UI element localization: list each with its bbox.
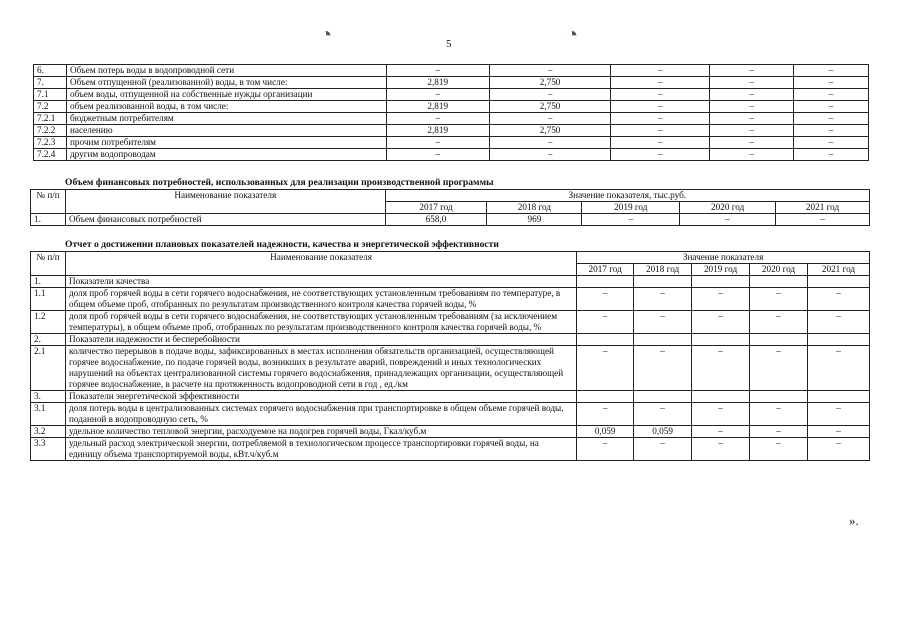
- row-value: –: [692, 426, 750, 438]
- empty-cell: [807, 334, 869, 346]
- row-number: 7.2.3: [34, 137, 67, 149]
- year-header: 2019 год: [582, 202, 680, 214]
- section-row: [31, 276, 870, 288]
- row-label: удельный расход электрической энергии, потребляемой в технологическом процессе транспортировки горячей воды, на единицу объема транспортируемой воды, кВт.ч/куб.м: [65, 438, 576, 461]
- empty-cell: [692, 334, 750, 346]
- empty-cell: [807, 276, 869, 288]
- row-value: –: [710, 65, 794, 77]
- row-number: 1.2: [31, 311, 66, 334]
- row-value: –: [680, 214, 776, 226]
- table-row: [34, 77, 869, 89]
- empty-cell: [750, 276, 808, 288]
- row-label: Объем потерь воды в водопроводной сети: [66, 65, 386, 77]
- section-row: [31, 334, 870, 346]
- row-value: –: [794, 89, 869, 101]
- year-header: 2017 год: [577, 264, 634, 276]
- table-row: [34, 65, 869, 77]
- row-value: 969: [487, 214, 582, 226]
- row-number: 1.: [31, 214, 66, 226]
- row-value: –: [611, 77, 710, 89]
- empty-cell: [807, 391, 869, 403]
- row-label: Объем финансовых потребностей: [65, 214, 385, 226]
- row-number: 7.2.1: [34, 113, 67, 125]
- row-value: –: [710, 113, 794, 125]
- empty-cell: [577, 276, 634, 288]
- reliability-table: [30, 251, 870, 461]
- table-row: [31, 346, 870, 391]
- row-number: 6.: [34, 65, 67, 77]
- row-value: –: [611, 89, 710, 101]
- row-value: 0,059: [577, 426, 634, 438]
- row-value: –: [807, 311, 869, 334]
- section-row: [31, 391, 870, 403]
- punch-hole-icon: ◔: [566, 24, 579, 46]
- table-row: [31, 288, 870, 311]
- row-value: 2,819: [386, 101, 489, 113]
- row-value: –: [710, 125, 794, 137]
- row-value: –: [386, 65, 489, 77]
- row-value: –: [750, 311, 808, 334]
- row-value: –: [807, 346, 869, 391]
- row-value: –: [577, 311, 634, 334]
- table-row: [34, 125, 869, 137]
- closing-quote-mark: ».: [849, 513, 859, 528]
- year-header: 2021 год: [807, 264, 869, 276]
- row-value: –: [750, 346, 808, 391]
- column-header-name: Наименование показателя: [65, 252, 576, 276]
- empty-cell: [750, 391, 808, 403]
- column-header-value: Значение показателя, тыс.руб.: [385, 190, 869, 202]
- row-number: 3.3: [31, 438, 66, 461]
- row-value: –: [611, 125, 710, 137]
- year-header: 2019 год: [692, 264, 750, 276]
- year-header: 2018 год: [634, 264, 692, 276]
- table-row: [34, 101, 869, 113]
- row-label: бюджетным потребителям: [66, 113, 386, 125]
- row-value: –: [577, 346, 634, 391]
- column-header-num: № п/п: [31, 252, 66, 276]
- row-value: –: [577, 288, 634, 311]
- row-value: –: [807, 438, 869, 461]
- table-row: [31, 214, 870, 226]
- table-row: [31, 426, 870, 438]
- row-value: –: [386, 89, 489, 101]
- empty-cell: [577, 391, 634, 403]
- row-label: Показатели энергетической эффективности: [65, 391, 576, 403]
- reliability-caption: Отчет о достижении плановых показателей надежности, качества и энергетической эффективности: [65, 239, 499, 250]
- row-label: Показатели качества: [65, 276, 576, 288]
- row-value: –: [807, 403, 869, 426]
- row-label: доля проб горячей воды в сети горячего водоснабжения, не соответствующих установленным требованиям по температуре, в общем объеме проб, отобранных по результатам производственного контроля качества горячей воды, %: [65, 288, 576, 311]
- row-value: –: [710, 149, 794, 161]
- row-value: –: [794, 149, 869, 161]
- row-number: 2.1: [31, 346, 66, 391]
- row-value: 0,059: [634, 426, 692, 438]
- row-value: 2,819: [386, 125, 489, 137]
- empty-cell: [692, 276, 750, 288]
- row-value: –: [489, 149, 611, 161]
- row-value: –: [489, 113, 611, 125]
- year-header: 2017 год: [385, 202, 487, 214]
- row-label: прочим потребителям: [66, 137, 386, 149]
- table-row: [34, 113, 869, 125]
- table-row: [31, 311, 870, 334]
- row-value: –: [692, 438, 750, 461]
- row-label: объем воды, отпущенной на собственные нужды организации: [66, 89, 386, 101]
- row-value: 658,0: [385, 214, 487, 226]
- empty-cell: [634, 391, 692, 403]
- row-number: 7.2.4: [34, 149, 67, 161]
- row-value: –: [611, 137, 710, 149]
- row-value: –: [386, 149, 489, 161]
- row-value: –: [710, 101, 794, 113]
- row-value: –: [750, 288, 808, 311]
- row-value: –: [634, 438, 692, 461]
- row-label: Показатели надежности и бесперебойности: [65, 334, 576, 346]
- row-label: населению: [66, 125, 386, 137]
- row-value: –: [807, 288, 869, 311]
- row-label: доля проб горячей воды в сети горячего водоснабжения, не соответствующих установленным требованиям (за исключением температуры), в общем объеме проб, отобранных по результатам производственного контроля качества горячей воды, %: [65, 311, 576, 334]
- row-value: –: [634, 288, 692, 311]
- row-value: –: [692, 311, 750, 334]
- empty-cell: [634, 334, 692, 346]
- water-volume-table: [33, 64, 869, 161]
- year-header: 2020 год: [750, 264, 808, 276]
- table-row: [34, 149, 869, 161]
- row-label: удельное количество тепловой энергии, расходуемое на подогрев горячей воды, Гкал/куб.м: [65, 426, 576, 438]
- table-row: [34, 89, 869, 101]
- column-header-num: № п/п: [31, 190, 66, 214]
- row-value: –: [794, 113, 869, 125]
- table-row: [34, 137, 869, 149]
- row-value: –: [611, 65, 710, 77]
- row-value: –: [582, 214, 680, 226]
- row-value: –: [692, 288, 750, 311]
- row-value: –: [776, 214, 870, 226]
- row-number: 3.2: [31, 426, 66, 438]
- row-value: –: [692, 346, 750, 391]
- row-number: 7.: [34, 77, 67, 89]
- row-value: –: [794, 125, 869, 137]
- row-number: 1.: [31, 276, 66, 288]
- finance-caption: Объем финансовых потребностей, использованных для реализации производственной программы: [65, 177, 494, 188]
- row-value: –: [386, 137, 489, 149]
- row-value: –: [807, 426, 869, 438]
- table-row: [31, 438, 870, 461]
- punch-hole-icon: ◔: [320, 24, 333, 46]
- row-number: 2.: [31, 334, 66, 346]
- empty-cell: [692, 391, 750, 403]
- row-value: –: [634, 346, 692, 391]
- row-value: 2,750: [489, 101, 611, 113]
- row-value: –: [489, 137, 611, 149]
- row-value: –: [386, 113, 489, 125]
- year-header: 2018 год: [487, 202, 582, 214]
- row-number: 3.: [31, 391, 66, 403]
- row-value: –: [710, 89, 794, 101]
- finance-table: [30, 189, 870, 226]
- year-header: 2021 год: [776, 202, 870, 214]
- row-value: –: [710, 137, 794, 149]
- column-header-name: Наименование показателя: [65, 190, 385, 214]
- row-number: 3.1: [31, 403, 66, 426]
- row-value: –: [710, 77, 794, 89]
- row-value: 2,819: [386, 77, 489, 89]
- row-value: –: [692, 403, 750, 426]
- year-header: 2020 год: [680, 202, 776, 214]
- row-value: –: [611, 101, 710, 113]
- row-value: –: [634, 403, 692, 426]
- row-number: 1.1: [31, 288, 66, 311]
- row-label: количество перерывов в подаче воды, зафиксированных в местах исполнения обязательств организацией, осуществляющей горячее водоснабжение, по подаче горячей воды, возникших в результате аварий, повреждений и иных технологических нарушений на объектах централизованной системы горячего водоснабжения, принадлежащих организации, осуществляющей горячее водоснабжение, в расчете на протяженность водопроводной сети в год , ед./км: [65, 346, 576, 391]
- row-value: –: [794, 77, 869, 89]
- row-value: 2,750: [489, 125, 611, 137]
- row-number: 7.2.2: [34, 125, 67, 137]
- row-value: –: [750, 426, 808, 438]
- row-value: –: [750, 438, 808, 461]
- row-number: 7.1: [34, 89, 67, 101]
- row-value: –: [489, 65, 611, 77]
- page-number: 5: [446, 38, 452, 50]
- row-value: –: [577, 438, 634, 461]
- row-value: –: [794, 137, 869, 149]
- row-label: доля потерь воды в централизованных системах горячего водоснабжения при транспортировке в общем объеме горячей воды, поданной в водопроводную сеть, %: [65, 403, 576, 426]
- row-label: Объем отпущенной (реализованной) воды, в том числе:: [66, 77, 386, 89]
- row-value: –: [489, 89, 611, 101]
- row-label: объем реализованной воды, в том числе:: [66, 101, 386, 113]
- row-number: 7.2: [34, 101, 67, 113]
- row-value: –: [750, 403, 808, 426]
- row-value: –: [577, 403, 634, 426]
- table-row: [31, 403, 870, 426]
- empty-cell: [634, 276, 692, 288]
- empty-cell: [750, 334, 808, 346]
- row-value: –: [794, 65, 869, 77]
- empty-cell: [577, 334, 634, 346]
- row-value: 2,750: [489, 77, 611, 89]
- column-header-value: Значение показателя: [577, 252, 870, 264]
- row-value: –: [611, 113, 710, 125]
- row-value: –: [611, 149, 710, 161]
- row-label: другим водопроводам: [66, 149, 386, 161]
- row-value: –: [794, 101, 869, 113]
- row-value: –: [634, 311, 692, 334]
